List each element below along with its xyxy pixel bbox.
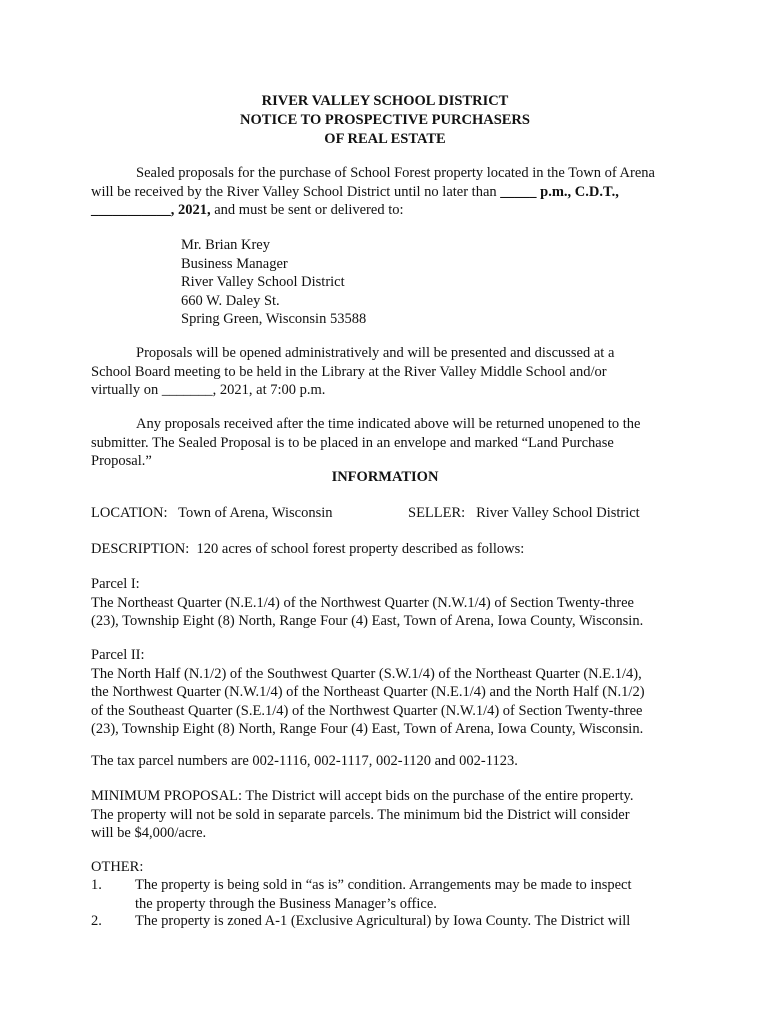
proposals-opened-line-3: virtually on _______, 2021, at 7:00 p.m. (91, 382, 326, 398)
parcel-1 (91, 575, 691, 631)
proposals-opened-line-1: Proposals will be opened administratively and will be presented and discussed at a (136, 345, 615, 361)
parcel-2-label: Parcel II: (91, 647, 145, 663)
minimum-proposal (91, 787, 691, 843)
document-title (0, 92, 770, 149)
parcel-1-line-2: (23), Township Eight (8) North, Range Four (4) East, Town of Arena, Iowa County, Wisconsin. (91, 613, 644, 629)
minimum-proposal-line-1: MINIMUM PROPOSAL: The District will accept bids on the purchase of the entire property. (91, 788, 634, 804)
parcel-2-line-1: The North Half (N.1/2) of the Southwest Quarter (S.W.1/4) of the Northeast Quarter (N.E.1/4), (91, 665, 642, 682)
address-title: Business Manager (181, 255, 288, 272)
parcel-1-line-1: The Northeast Quarter (N.E.1/4) of the Northwest Quarter (N.W.1/4) of Section Twenty-three (91, 594, 634, 611)
address-street: 660 W. Daley St. (181, 292, 280, 309)
information-heading: INFORMATION (331, 469, 439, 485)
location-field: LOCATION: Town of Arena, Wisconsin (91, 505, 333, 521)
intro-line-2-text: will be received by the River Valley School District until no later than (91, 183, 501, 200)
other-label: OTHER: (91, 859, 144, 875)
list-item-line-1: The property is being sold in “as is” condition. Arrangements may be made to inspect (135, 877, 632, 893)
list-item-line-2: the property through the Business Manager’s office. (135, 895, 437, 912)
title-line-real-estate: OF REAL ESTATE (324, 131, 446, 147)
intro-paragraph (91, 164, 691, 220)
list-item-number: 2. (91, 913, 102, 929)
title-line-district: RIVER VALLEY SCHOOL DISTRICT (261, 93, 509, 109)
description-field: DESCRIPTION: 120 acres of school forest property described as follows: (91, 541, 525, 557)
parcel-1-label: Parcel I: (91, 576, 140, 592)
late-proposals-line-2: submitter. The Sealed Proposal is to be placed in an envelope and marked “Land Purchase (91, 434, 614, 451)
list-item (91, 912, 681, 931)
intro-line-1: Sealed proposals for the purchase of School Forest property located in the Town of Arena (136, 165, 655, 181)
address-city: Spring Green, Wisconsin 53588 (181, 311, 367, 327)
late-proposals-line-3: Proposal.” (91, 453, 152, 469)
address-org: River Valley School District (181, 274, 345, 290)
address-name: Mr. Brian Krey (181, 237, 270, 253)
parcel-2-line-2: the Northwest Quarter (N.W.1/4) of the Northeast Quarter (N.E.1/4) and the North Half (N.1/2) (91, 684, 645, 700)
intro-line-3 (91, 201, 691, 220)
title-line-notice: NOTICE TO PROSPECTIVE PURCHASERS (240, 112, 530, 128)
tax-parcel-numbers: The tax parcel numbers are 002-1116, 002-1117, 002-1120 and 002-1123. (91, 753, 518, 769)
intro-line-3-text: and must be sent or delivered to: (210, 202, 404, 218)
list-item-number: 1. (91, 877, 102, 893)
proposals-opened-paragraph (91, 344, 691, 400)
parcel-2-line-4: (23), Township Eight (8) North, Range Four (4) East, Town of Arena, Iowa County, Wisconsin. (91, 721, 644, 737)
intro-time-blank: _____ p.m., C.D.T., (500, 183, 619, 200)
minimum-proposal-line-3: will be $4,000/acre. (91, 825, 207, 841)
parcel-2-line-3: of the Southeast Quarter (S.E.1/4) of the Northwest Quarter (N.W.1/4) of Section Twenty-three (91, 702, 643, 719)
intro-line-2 (91, 183, 691, 202)
list-item (91, 876, 681, 913)
late-proposals-line-1: Any proposals received after the time indicated above will be returned unopened to the (136, 416, 641, 432)
list-item-line-1: The property is zoned A-1 (Exclusive Agricultural) by Iowa County. The District will (135, 913, 631, 929)
parcel-2 (91, 646, 691, 739)
proposals-opened-line-2: School Board meeting to be held in the Library at the River Valley Middle School and/or (91, 363, 607, 380)
late-proposals-paragraph (91, 415, 691, 471)
seller-field: SELLER: River Valley School District (408, 505, 640, 521)
address-block (181, 236, 366, 329)
minimum-proposal-line-2: The property will not be sold in separate parcels. The minimum bid the District will consider (91, 806, 630, 823)
intro-date-blank: ___________, 2021, (91, 202, 211, 218)
